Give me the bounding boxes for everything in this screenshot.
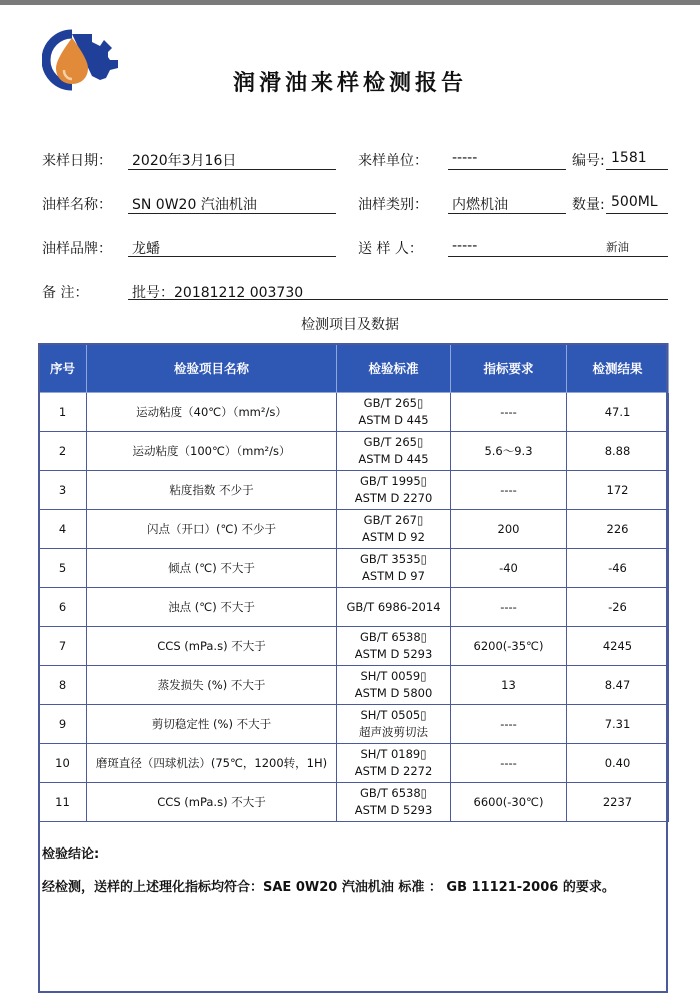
unit-value: ----- <box>452 150 478 166</box>
oil-name-value: SN 0W20 汽油机油 <box>132 197 257 213</box>
cell-requirement: -40 <box>451 549 567 588</box>
standard-line-1: GB/T 3535▯ <box>360 552 427 567</box>
oil-type-label: 油样类别： <box>358 197 428 213</box>
cell-no: 2 <box>39 432 87 471</box>
header-no: 序号 <box>39 344 87 393</box>
table-header-row <box>39 344 669 393</box>
standard-line-1: GB/T 6986-2014 <box>346 599 441 614</box>
cell-result: -46 <box>567 549 669 588</box>
table-row <box>39 588 669 627</box>
cell-item-name: 蒸发损失 (%) 不大于 <box>87 666 337 705</box>
cell-no: 4 <box>39 510 87 549</box>
brand-underline <box>128 256 336 257</box>
cell-standard <box>337 393 451 432</box>
table-row <box>39 744 669 783</box>
number-underline <box>606 169 668 170</box>
cell-requirement: ---- <box>451 393 567 432</box>
standard-line-2: ASTM D 97 <box>362 569 425 583</box>
cell-result: 0.40 <box>567 744 669 783</box>
cell-result: 4245 <box>567 627 669 666</box>
cell-requirement: 13 <box>451 666 567 705</box>
table-row <box>39 432 669 471</box>
cell-no: 7 <box>39 627 87 666</box>
cell-requirement: ---- <box>451 588 567 627</box>
cell-standard <box>337 432 451 471</box>
table-row <box>39 549 669 588</box>
cell-requirement: 200 <box>451 510 567 549</box>
oil-name-underline <box>128 213 336 214</box>
remark-underline <box>128 299 668 300</box>
cell-item-name: 磨斑直径（四球机法）(75℃，1200转，1H) <box>87 744 337 783</box>
standard-line-2: ASTM D 92 <box>362 530 425 544</box>
standard-line-2: ASTM D 445 <box>358 452 429 466</box>
cell-result: 8.88 <box>567 432 669 471</box>
oil-name-label: 油样名称： <box>42 197 112 213</box>
cell-requirement: ---- <box>451 705 567 744</box>
sender-note: 新油 <box>606 240 629 254</box>
standard-line-2: ASTM D 2272 <box>354 764 433 778</box>
cell-standard <box>337 510 451 549</box>
cell-result: 2237 <box>567 783 669 822</box>
cell-requirement: 5.6～9.3 <box>451 432 567 471</box>
brand-label: 油样品牌： <box>42 241 112 257</box>
cell-item-name: CCS (mPa.s) 不大于 <box>87 627 337 666</box>
cell-standard <box>337 783 451 822</box>
cell-result: 8.47 <box>567 666 669 705</box>
quantity-underline <box>606 213 668 214</box>
standard-line-2: ASTM D 5800 <box>354 686 433 700</box>
remark-value: 批号：20181212 003730 <box>132 285 304 301</box>
cell-item-name: 闪点（开口）(℃) 不少于 <box>87 510 337 549</box>
table-row <box>39 510 669 549</box>
cell-item-name: 运动粘度（100℃）（mm²/s） <box>87 432 337 471</box>
standard-line-2: ASTM D 5293 <box>354 803 433 817</box>
conclusion-text: 经检测，送样的上述理化指标均符合：SAE 0W20 汽油机油 标准 ： GB 11121-2006 的要求。 <box>42 880 615 895</box>
conclusion-title: 检验结论: <box>42 847 100 862</box>
unit-label: 来样单位： <box>358 153 428 169</box>
table-row <box>39 705 669 744</box>
cell-item-name: 粘度指数 不少于 <box>87 471 337 510</box>
cell-requirement: 6200(-35℃) <box>451 627 567 666</box>
sender-value: ----- <box>452 238 478 254</box>
standard-line-1: GB/T 267▯ <box>363 513 424 528</box>
table-row <box>39 393 669 432</box>
section-title: 检测项目及数据 <box>301 317 399 333</box>
cell-no: 8 <box>39 666 87 705</box>
standard-line-1: GB/T 1995▯ <box>360 474 427 489</box>
table-row <box>39 783 669 822</box>
cell-requirement: 6600(-30℃) <box>451 783 567 822</box>
sample-date-underline <box>128 169 336 170</box>
oil-type-underline <box>448 213 566 214</box>
cell-item-name: 运动粘度（40℃）（mm²/s） <box>87 393 337 432</box>
cell-no: 5 <box>39 549 87 588</box>
standard-line-1: SH/T 0505▯ <box>360 708 427 723</box>
quantity-label: 数量: <box>572 197 605 213</box>
cell-standard <box>337 471 451 510</box>
standard-line-1: GB/T 265▯ <box>363 435 424 450</box>
sample-date-label: 来样日期： <box>42 153 112 169</box>
cell-result: 47.1 <box>567 393 669 432</box>
oil-type-value: 内燃机油 <box>452 197 508 213</box>
quantity-value: 500ML <box>611 194 658 210</box>
cell-standard <box>337 627 451 666</box>
cell-no: 10 <box>39 744 87 783</box>
report-title: 润滑油来样检测报告 <box>232 70 467 96</box>
results-table <box>38 343 669 822</box>
unit-underline <box>448 169 566 170</box>
cell-no: 9 <box>39 705 87 744</box>
cell-no: 3 <box>39 471 87 510</box>
cell-no: 6 <box>39 588 87 627</box>
cell-result: 172 <box>567 471 669 510</box>
standard-line-2: ASTM D 5293 <box>354 647 433 661</box>
cell-item-name: CCS (mPa.s) 不大于 <box>87 783 337 822</box>
standard-line-2: ASTM D 445 <box>358 413 429 427</box>
cell-item-name: 浊点 (℃) 不大于 <box>87 588 337 627</box>
sender-note-underline <box>566 256 668 257</box>
cell-no: 1 <box>39 393 87 432</box>
standard-line-1: GB/T 6538▯ <box>360 786 427 801</box>
header-item-name: 检验项目名称 <box>87 344 337 393</box>
header-result: 检测结果 <box>567 344 669 393</box>
table-row <box>39 666 669 705</box>
header-requirement: 指标要求 <box>451 344 567 393</box>
sender-underline <box>448 256 566 257</box>
cell-item-name: 倾点 (℃) 不大于 <box>87 549 337 588</box>
standard-line-2: 超声波剪切法 <box>359 725 428 739</box>
cell-requirement: ---- <box>451 744 567 783</box>
cell-result: 226 <box>567 510 669 549</box>
cell-item-name: 剪切稳定性 (%) 不大于 <box>87 705 337 744</box>
standard-line-1: SH/T 0189▯ <box>360 747 427 762</box>
cell-standard <box>337 666 451 705</box>
number-label: 编号: <box>572 153 605 169</box>
cell-standard <box>337 549 451 588</box>
header-standard: 检验标准 <box>337 344 451 393</box>
cell-no: 11 <box>39 783 87 822</box>
sample-date-value: 2020年3月16日 <box>132 153 237 169</box>
standard-line-1: SH/T 0059▯ <box>360 669 427 684</box>
cell-standard <box>337 744 451 783</box>
sender-label: 送 样 人： <box>358 241 423 257</box>
table-row <box>39 471 669 510</box>
table-row <box>39 627 669 666</box>
cell-standard <box>337 588 451 627</box>
remark-label: 备 注： <box>42 285 89 301</box>
standard-line-2: ASTM D 2270 <box>354 491 433 505</box>
top-edge-bar <box>0 0 700 5</box>
standard-line-1: GB/T 265▯ <box>363 396 424 411</box>
cell-result: -26 <box>567 588 669 627</box>
cell-standard <box>337 705 451 744</box>
brand-value: 龙蟠 <box>132 241 160 257</box>
cell-requirement: ---- <box>451 471 567 510</box>
standard-line-1: GB/T 6538▯ <box>360 630 427 645</box>
number-value: 1581 <box>611 150 647 166</box>
cell-result: 7.31 <box>567 705 669 744</box>
